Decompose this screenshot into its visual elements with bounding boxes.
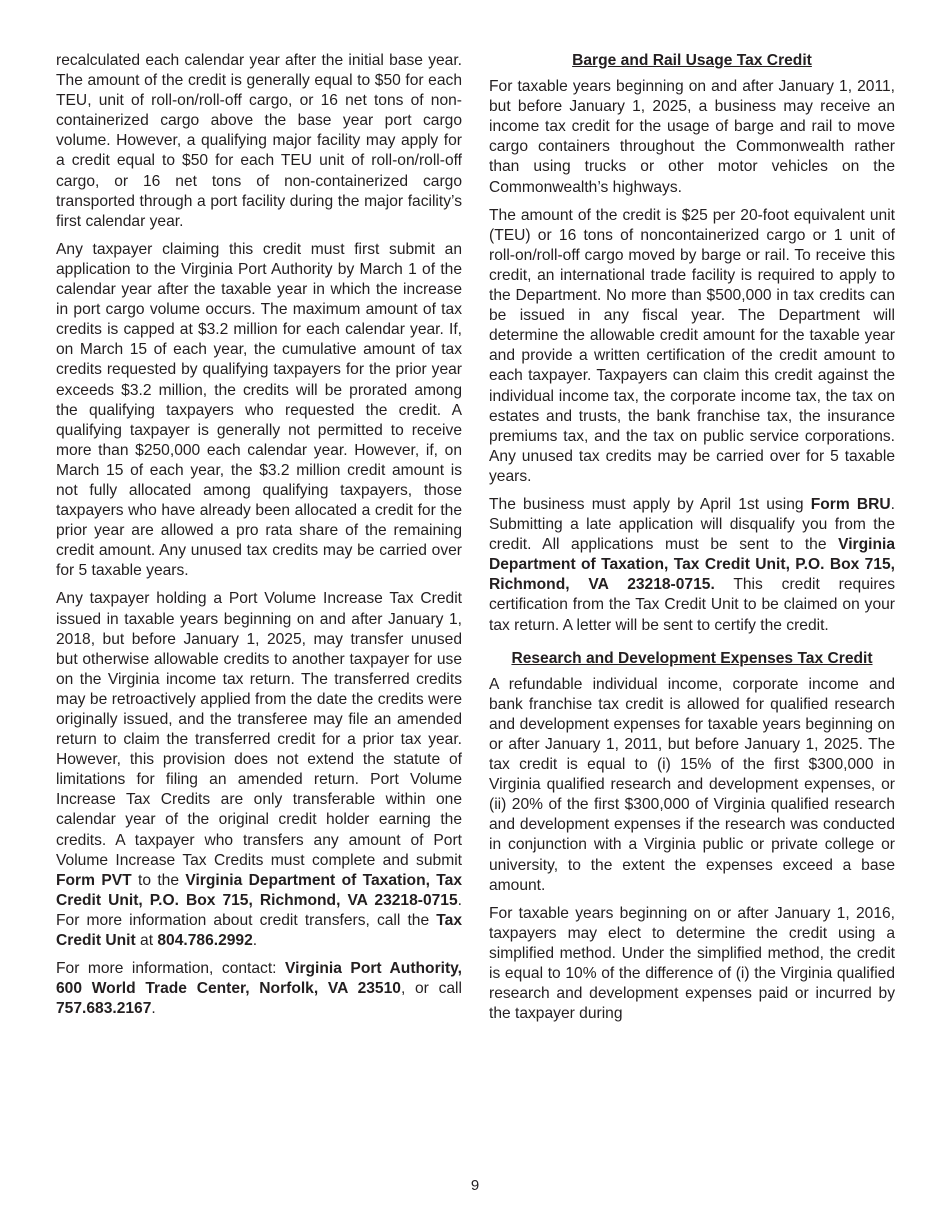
text-span: , or call: [400, 980, 462, 998]
tax-credit-unit-address: Virginia Department of Taxation, Tax Credit Unit, P.O. Box 715, Richmond, VA 23218-0715.: [489, 536, 895, 594]
tax-credit-unit-address: Virginia Department of Taxation, Tax Credit Unit, P.O. Box 715, Richmond, VA 23218-0715: [56, 871, 462, 909]
left-column: [56, 51, 462, 1027]
barge-rail-application-paragraph: [489, 495, 895, 636]
text-span: . Submitting a late application will disqualify you from the credit. All applications must be sent to the: [489, 495, 895, 554]
research-development-heading: Research and Development Expenses Tax Credit: [511, 649, 873, 667]
port-authority-phone: 757.683.2167: [56, 1000, 152, 1018]
port-authority-contact-paragraph: [56, 959, 462, 1019]
text-span: .: [151, 1000, 156, 1018]
tax-credit-unit-phone: 804.786.2992: [157, 932, 253, 950]
text-span: The business must apply by April 1st using: [489, 495, 811, 513]
text-span: . For more information about credit transfers, call the: [56, 891, 462, 929]
research-development-simplified-paragraph: For taxable years beginning on or after January 1, 2016, taxpayers may elect to determine the credit using a simplified method. Under the simplified method, the credit is equal to 10% of the difference of (i) the Virginia qualified research and development expenses paid or incurred by the taxpayer during: [489, 904, 895, 1023]
port-authority-address: Virginia Port Authority, 600 World Trade Center, Norfolk, VA 23510: [56, 960, 463, 998]
page-number: 9: [470, 1177, 480, 1194]
research-development-intro-paragraph: A refundable individual income, corporate income and bank franchise tax credit is allowed for qualified research and development expenses for taxable years beginning on or after January 1, 2011, but before January 1, 2025. The tax credit is equal to (i) 15% of the first $300,000 in Virginia qualified research and development expenses, or (ii) 20% of the first $300,000 of Virginia qualified research and development expenses if the research was conducted in conjunction with a Virginia public or private college or university, to the extent the expenses exceed a base amount.: [489, 675, 895, 894]
text-span: at: [135, 932, 158, 950]
port-credit-calculation-paragraph: recalculated each calendar year after the initial base year. The amount of the credit is generally equal to $50 for each TEU, unit of roll-on/roll-off cargo, or 16 net tons of non-containerized cargo above the base year port cargo volume. However, a qualifying major facility may apply for a credit equal to $50 for each TEU unit of roll-on/roll-off cargo, or 16 net tons of non-containerized cargo transported through a port facility during the major facility’s first calendar year.: [56, 52, 462, 230]
text-span: For more information, contact:: [56, 960, 286, 978]
text-span: to the: [131, 871, 186, 889]
right-column: [489, 51, 895, 1032]
tax-credit-unit-label: Tax Credit Unit: [56, 911, 462, 950]
barge-rail-amount-paragraph: The amount of the credit is $25 per 20-foot equivalent unit (TEU) or 16 tons of noncontainerized cargo or 1 unit of roll-on/roll-off cargo moved by barge or rail. To receive this credit, an international trade facility is required to apply to the Department. No more than $500,000 in tax credits can be issued in any fiscal year. The Department will determine the allowable credit amount for the taxable year and provide a written certification of the credit amount to each taxpayer. Taxpayers can claim this credit against the individual income tax, the corporate income tax, the tax on estates and trusts, the bank franchise tax, the insurance premiums tax, and the tax on public service corporations. Any unused tax credits may be carried over for 5 taxable years.: [489, 206, 895, 485]
barge-rail-intro-paragraph: For taxable years beginning on and after January 1, 2011, but before January 1, 2025, a business may receive an income tax credit for the usage of barge and rail to move cargo containers throughout the Commonwealth rather than using trucks or other motor vehicles on the Commonwealth’s highways.: [489, 78, 895, 196]
form-bru-label: Form BRU: [810, 495, 891, 513]
text-span: .: [252, 932, 258, 950]
port-credit-transfer-paragraph: [56, 589, 462, 951]
text-span: This credit requires certification from the Tax Credit Unit to be claimed on your tax return. A letter will be sent to certify the credit.: [489, 576, 895, 634]
port-credit-application-paragraph: Any taxpayer claiming this credit must first submit an application to the Virginia Port Authority by March 1 of the calendar year after the taxable year in which the increase in port cargo volume occurs. The maximum amount of tax credits is capped at $3.2 million for each calendar year. If, on March 15 of each year, the cumulative amount of tax credits requested by qualifying taxpayers for the prior year exceeds $3.2 million, the credits will be prorated among the qualifying taxpayers who requested the credit. A qualifying taxpayer is generally not permitted to receive more than $250,000 each calendar year. However, if, on March 15 of each year, the $3.2 million credit amount is not fully allocated among qualifying taxpayers, those taxpayers who have already been allocated a credit for the prior year are allowed a pro rata share of the remaining credit amount. Any unused tax credits may be carried over for 5 taxable years.: [56, 240, 462, 580]
form-pvt-label: Form PVT: [56, 871, 132, 889]
text-span: Any taxpayer holding a Port Volume Increase Tax Credit issued in taxable years beginning on and after January 1, 2018, but before January 1, 2025, may transfer unused but otherwise allowable credits to another taxpayer for use on the Virginia income tax return. The transferred credits may be retroactively applied from the date the credits were originally issued, and the transferee may file an amended return to claim the transferred credit for a prior tax year. However, this provision does not extend the statute of limitations for filing an amended return. Port Volume Increase Tax Credits are only transferable within one calendar year of the original credit holder earning the credits. A taxpayer who transfers any amount of Port Volume Increase Tax Credits must complete and submit: [56, 590, 462, 869]
barge-rail-heading: Barge and Rail Usage Tax Credit: [572, 52, 812, 69]
